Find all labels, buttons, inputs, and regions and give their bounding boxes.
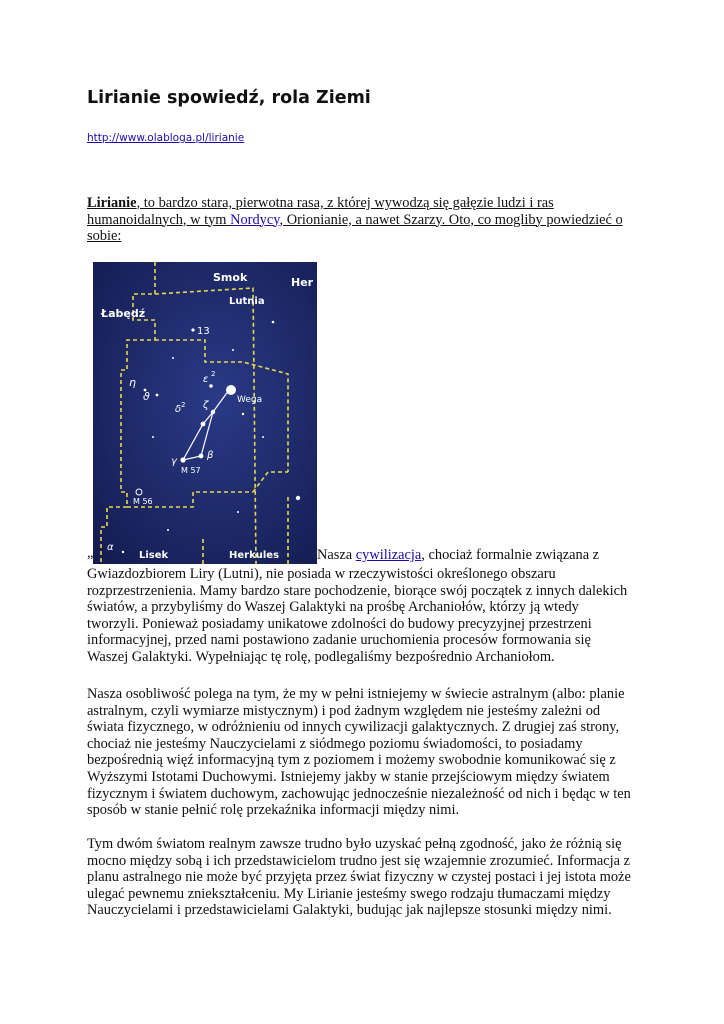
star-delta: [201, 422, 206, 427]
star-small-5: [172, 357, 174, 359]
star-zeta: [211, 410, 215, 414]
label-m56: M 56: [133, 497, 153, 506]
label-wega: Wega: [237, 395, 263, 405]
paragraph-3: [87, 836, 639, 919]
quote-open: „: [87, 545, 94, 562]
label-lutnia: Lutnia: [229, 296, 265, 307]
label-gamma: γ: [171, 456, 177, 467]
p2-line: bezpośrednią więź informacyjną tym z poziomem i możemy swobodnie komunikować się z: [87, 752, 616, 769]
label-herkules: Herkules: [229, 550, 280, 561]
p3-line: Nauczycielami i przedstawicielami Galaktyki, budując jak najlepsze stosunki między nimi.: [87, 902, 612, 919]
star-small-3: [122, 551, 124, 553]
label-delta: δ: [175, 404, 182, 415]
after-text-1: Nasza: [317, 547, 356, 564]
star-13: [191, 328, 194, 331]
star-small-4: [296, 496, 300, 500]
star-small-2: [272, 321, 275, 324]
star-wega: [226, 385, 236, 395]
paragraph-1: [87, 566, 639, 666]
document-title: Lirianie spowiedź, rola Ziemi: [87, 88, 371, 108]
label-smok: Smok: [213, 271, 248, 284]
star-small-6: [232, 349, 234, 351]
label-epsilon: ε: [203, 374, 209, 385]
intro-bold: Lirianie: [87, 195, 137, 211]
label-delta-sup: 2: [181, 401, 186, 409]
label-beta: β: [207, 450, 214, 461]
source-link[interactable]: http://www.olabloga.pl/lirianie: [87, 132, 245, 144]
label-m57: M 57: [181, 466, 201, 475]
p2-line: Wyższymi Istotami Duchowymi. Istniejemy jakby w stanie przejściowym między światem: [87, 768, 610, 785]
after-text-2: , chociaż formalnie związana z: [421, 547, 600, 564]
paragraph-2: [87, 686, 639, 819]
p1-line: Waszej Galaktyki. Wypełniając tę rolę, podlegaliśmy bezpośrednio Archaniołom.: [87, 648, 555, 665]
p3-line: ulegać pewnemu zniekształceniu. My Lirianie jesteśmy swego rodzaju tłumaczami między: [87, 885, 611, 902]
star-small-9: [237, 511, 239, 513]
intro-text-1: , to bardzo stara, pierwotna rasa, z której wywodzą się gałęzie ludzi i ras humanoidalnych, w tym: [87, 195, 554, 228]
label-epsilon-sup: 2: [211, 370, 216, 378]
p1-line: tworzyli. Ponieważ posiadamy unikatowe zdolności do budowy precyzyjnej przestrzeni: [87, 615, 592, 632]
star-small-10: [167, 529, 169, 531]
label-zeta: ζ: [203, 400, 209, 411]
nordycy-link[interactable]: Nordycy: [230, 211, 280, 228]
p2-line: fizycznym i światem duchowym, zachowując jednocześnie niezależność od nich i będąc w ten: [87, 785, 631, 802]
star-beta: [199, 454, 204, 459]
intro-paragraph: [87, 195, 639, 245]
after-image-text: [317, 547, 599, 564]
p1-line: Gwiazdozbiorem Liry (Lutni), nie posiada w rzeczywistości określonego obszaru: [87, 566, 556, 582]
p1-line: rozprzestrzenienia. Mamy bardzo stare pochodzenie, biorące swój początek z innych dalekich: [87, 582, 628, 599]
label-her: Her: [291, 276, 314, 289]
star-gamma: [180, 457, 185, 462]
label-eta: η: [129, 376, 136, 389]
p3-line: planu astralnego nie może być przyjęta przez świat fizyczny w czystej postaci i jej istota może: [87, 869, 631, 886]
p2-line: chociaż nie jesteśmy Nauczycielami z siódmego poziomu świadomości, to posiadamy: [87, 735, 583, 752]
intro-text-2: , Orionianie, a nawet Szarzy. Oto, co mogliby powiedzieć o sobie:: [87, 211, 623, 245]
p2-line: sposób w stanie pełnić rolę przekaźnika informacji między nimi.: [87, 802, 460, 819]
label-lisek: Lisek: [139, 550, 169, 561]
star-small-8: [152, 436, 154, 438]
star-epsilon: [209, 384, 213, 388]
label-labedz: Łabędź: [101, 307, 146, 320]
p1-line: informacyjnej, przed nami postawiono zadanie uruchomienia procesów formowania się: [87, 632, 591, 649]
lyra-star-map: [93, 262, 317, 564]
label-alpha: α: [107, 542, 114, 553]
p1-line: światów, a przybyliśmy do Waszej Galaktyki na prośbę Archaniołów, którzy ją wtedy: [87, 599, 579, 616]
p2-line: Nasza osobliwość polega na tym, że my w pełni istniejemy w świecie astralnym (albo: planie: [87, 686, 625, 702]
p3-line: Tym dwóm światom realnym zawsze trudno było uzyskać pełną zgodność, jako że różnią się: [87, 836, 622, 852]
p2-line: świata fizycznego, w odróżnieniu od innych cywilizacji galaktycznych. Z drugiej zaś strony,: [87, 719, 620, 736]
star-small-7: [262, 436, 264, 438]
cywilizacja-link[interactable]: cywilizacja: [355, 547, 422, 564]
star-small-1: [242, 413, 244, 415]
label-13: 13: [197, 326, 210, 337]
star-theta: [156, 394, 159, 397]
p3-line: mocno między sobą i ich przedstawicielom trudno jest się wzajemnie zrozumieć. Informacja z: [87, 852, 631, 869]
p2-line: astralnym, czyli wymiarze mistycznym) i pod żadnym względem nie jesteśmy zależni od: [87, 702, 601, 719]
label-theta: ϑ: [143, 390, 150, 403]
image-line: [87, 262, 639, 564]
